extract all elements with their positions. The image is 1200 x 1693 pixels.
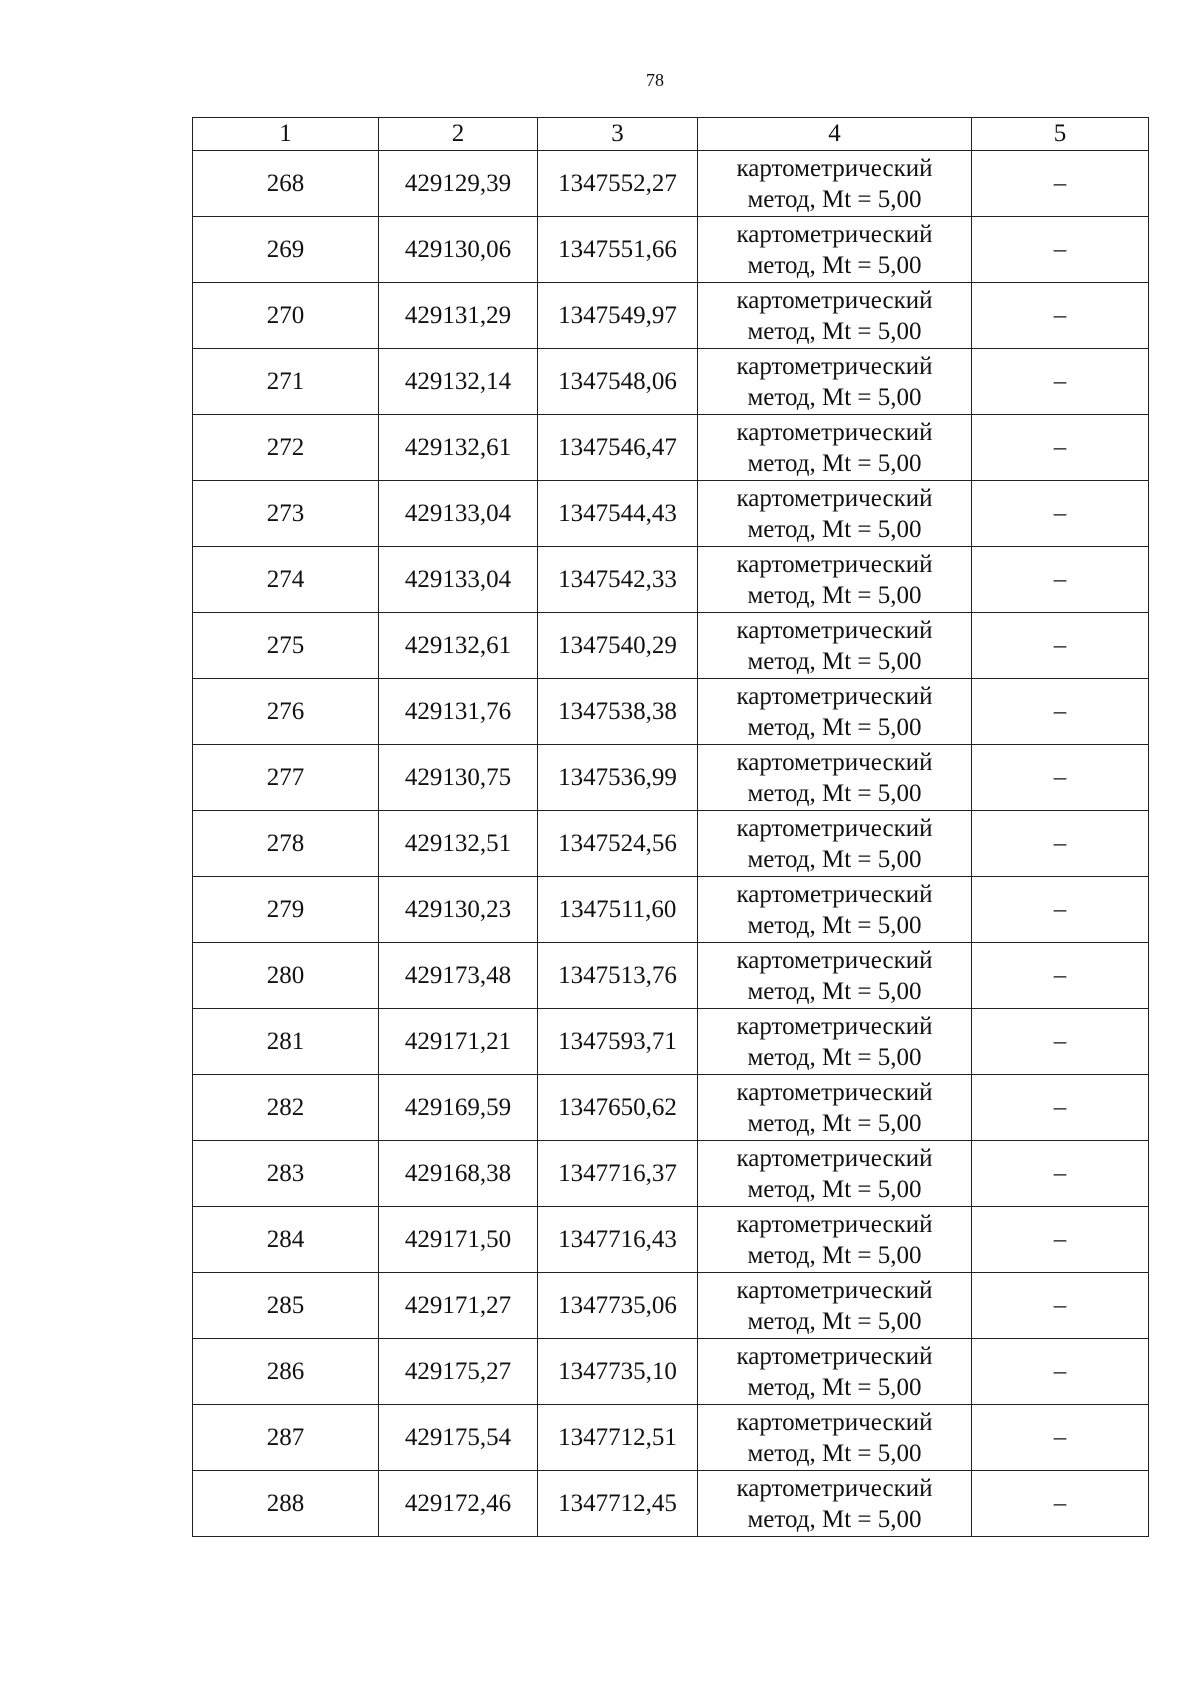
x-coordinate-cell: 429130,06 — [379, 217, 538, 283]
method-line-2: метод, Mt = 5,00 — [747, 1505, 922, 1533]
method-line-2: метод, Mt = 5,00 — [747, 317, 922, 345]
method-line-2: метод, Mt = 5,00 — [747, 1373, 922, 1401]
method-line-2: метод, Mt = 5,00 — [747, 977, 922, 1005]
method-cell — [698, 1273, 972, 1339]
y-coordinate-cell: 1347551,66 — [538, 217, 698, 283]
note-cell: – — [972, 811, 1149, 877]
point-number-cell: 272 — [193, 415, 379, 481]
x-coordinate-cell: 429130,23 — [379, 877, 538, 943]
table-row — [193, 283, 1149, 349]
method-line-2: метод, Mt = 5,00 — [747, 1439, 922, 1467]
note-cell: – — [972, 943, 1149, 1009]
y-coordinate-cell: 1347712,51 — [538, 1405, 698, 1471]
table-row — [193, 217, 1149, 283]
y-coordinate-cell: 1347712,45 — [538, 1471, 698, 1537]
method-line-1: картометрический — [736, 748, 933, 776]
method-line-1: картометрический — [736, 484, 933, 512]
method-line-2: метод, Mt = 5,00 — [747, 1241, 922, 1269]
table-row — [193, 877, 1149, 943]
x-coordinate-cell: 429171,27 — [379, 1273, 538, 1339]
x-coordinate-cell: 429168,38 — [379, 1141, 538, 1207]
method-line-1: картометрический — [736, 352, 933, 380]
method-line-2: метод, Mt = 5,00 — [747, 1043, 922, 1071]
method-line-1: картометрический — [736, 880, 933, 908]
method-line-1: картометрический — [736, 1144, 933, 1172]
method-cell — [698, 1075, 972, 1141]
table-row — [193, 415, 1149, 481]
note-cell: – — [972, 1009, 1149, 1075]
y-coordinate-cell: 1347511,60 — [538, 877, 698, 943]
table-row — [193, 679, 1149, 745]
method-cell — [698, 877, 972, 943]
method-line-1: картометрический — [736, 418, 933, 446]
method-line-2: метод, Mt = 5,00 — [747, 251, 922, 279]
method-line-1: картометрический — [736, 1078, 933, 1106]
table-row — [193, 613, 1149, 679]
x-coordinate-cell: 429129,39 — [379, 151, 538, 217]
table-row — [193, 1207, 1149, 1273]
y-coordinate-cell: 1347735,06 — [538, 1273, 698, 1339]
y-coordinate-cell: 1347546,47 — [538, 415, 698, 481]
table-row — [193, 1339, 1149, 1405]
note-cell: – — [972, 613, 1149, 679]
point-number-cell: 280 — [193, 943, 379, 1009]
note-cell: – — [972, 415, 1149, 481]
note-cell: – — [972, 1207, 1149, 1273]
point-number-cell: 275 — [193, 613, 379, 679]
x-coordinate-cell: 429133,04 — [379, 547, 538, 613]
method-cell — [698, 151, 972, 217]
table-row — [193, 349, 1149, 415]
x-coordinate-cell: 429131,29 — [379, 283, 538, 349]
y-coordinate-cell: 1347650,62 — [538, 1075, 698, 1141]
point-number-cell: 268 — [193, 151, 379, 217]
table-row — [193, 1405, 1149, 1471]
note-cell: – — [972, 1471, 1149, 1537]
method-cell — [698, 1405, 972, 1471]
method-line-2: метод, Mt = 5,00 — [747, 581, 922, 609]
method-line-1: картометрический — [736, 946, 933, 974]
method-line-1: картометрический — [736, 1342, 933, 1370]
method-cell — [698, 415, 972, 481]
note-cell: – — [972, 151, 1149, 217]
method-line-2: метод, Mt = 5,00 — [747, 383, 922, 411]
y-coordinate-cell: 1347549,97 — [538, 283, 698, 349]
column-header: 2 — [379, 118, 538, 151]
y-coordinate-cell: 1347716,43 — [538, 1207, 698, 1273]
method-cell — [698, 1471, 972, 1537]
note-cell: – — [972, 679, 1149, 745]
column-header: 5 — [972, 118, 1149, 151]
point-number-cell: 279 — [193, 877, 379, 943]
table-row — [193, 1273, 1149, 1339]
y-coordinate-cell: 1347540,29 — [538, 613, 698, 679]
point-number-cell: 287 — [193, 1405, 379, 1471]
x-coordinate-cell: 429175,54 — [379, 1405, 538, 1471]
method-cell — [698, 481, 972, 547]
x-coordinate-cell: 429171,50 — [379, 1207, 538, 1273]
column-header: 1 — [193, 118, 379, 151]
y-coordinate-cell: 1347735,10 — [538, 1339, 698, 1405]
method-line-2: метод, Mt = 5,00 — [747, 647, 922, 675]
point-number-cell: 284 — [193, 1207, 379, 1273]
table-row — [193, 151, 1149, 217]
method-line-2: метод, Mt = 5,00 — [747, 185, 922, 213]
method-line-2: метод, Mt = 5,00 — [747, 449, 922, 477]
x-coordinate-cell: 429132,61 — [379, 613, 538, 679]
note-cell: – — [972, 1075, 1149, 1141]
x-coordinate-cell: 429175,27 — [379, 1339, 538, 1405]
table-row — [193, 1075, 1149, 1141]
table-row — [193, 547, 1149, 613]
point-number-cell: 273 — [193, 481, 379, 547]
table-row — [193, 745, 1149, 811]
x-coordinate-cell: 429132,14 — [379, 349, 538, 415]
coordinates-table — [192, 117, 1149, 1537]
point-number-cell: 271 — [193, 349, 379, 415]
column-header: 3 — [538, 118, 698, 151]
y-coordinate-cell: 1347593,71 — [538, 1009, 698, 1075]
y-coordinate-cell: 1347524,56 — [538, 811, 698, 877]
method-line-2: метод, Mt = 5,00 — [747, 1175, 922, 1203]
y-coordinate-cell: 1347536,99 — [538, 745, 698, 811]
method-cell — [698, 1009, 972, 1075]
method-line-1: картометрический — [736, 1210, 933, 1238]
table-row — [193, 943, 1149, 1009]
method-line-2: метод, Mt = 5,00 — [747, 1307, 922, 1335]
point-number-cell: 286 — [193, 1339, 379, 1405]
note-cell: – — [972, 217, 1149, 283]
method-line-1: картометрический — [736, 286, 933, 314]
method-line-1: картометрический — [736, 1474, 933, 1502]
point-number-cell: 276 — [193, 679, 379, 745]
method-cell — [698, 811, 972, 877]
note-cell: – — [972, 1339, 1149, 1405]
note-cell: – — [972, 745, 1149, 811]
note-cell: – — [972, 1405, 1149, 1471]
method-cell — [698, 283, 972, 349]
table-row — [193, 1141, 1149, 1207]
point-number-cell: 281 — [193, 1009, 379, 1075]
x-coordinate-cell: 429132,51 — [379, 811, 538, 877]
method-line-2: метод, Mt = 5,00 — [747, 515, 922, 543]
method-cell — [698, 679, 972, 745]
method-line-2: метод, Mt = 5,00 — [747, 911, 922, 939]
table-row — [193, 1471, 1149, 1537]
method-cell — [698, 1339, 972, 1405]
point-number-cell: 285 — [193, 1273, 379, 1339]
point-number-cell: 288 — [193, 1471, 379, 1537]
x-coordinate-cell: 429172,46 — [379, 1471, 538, 1537]
method-cell — [698, 349, 972, 415]
y-coordinate-cell: 1347542,33 — [538, 547, 698, 613]
note-cell: – — [972, 547, 1149, 613]
table-row — [193, 481, 1149, 547]
method-line-1: картометрический — [736, 1012, 933, 1040]
method-line-1: картометрический — [736, 616, 933, 644]
method-cell — [698, 217, 972, 283]
column-header: 4 — [698, 118, 972, 151]
method-line-1: картометрический — [736, 1408, 933, 1436]
note-cell: – — [972, 1141, 1149, 1207]
x-coordinate-cell: 429131,76 — [379, 679, 538, 745]
point-number-cell: 274 — [193, 547, 379, 613]
x-coordinate-cell: 429130,75 — [379, 745, 538, 811]
note-cell: – — [972, 1273, 1149, 1339]
y-coordinate-cell: 1347548,06 — [538, 349, 698, 415]
method-line-2: метод, Mt = 5,00 — [747, 779, 922, 807]
y-coordinate-cell: 1347544,43 — [538, 481, 698, 547]
method-cell — [698, 1141, 972, 1207]
x-coordinate-cell: 429173,48 — [379, 943, 538, 1009]
table-header-row — [193, 118, 1149, 151]
method-cell — [698, 613, 972, 679]
method-line-2: метод, Mt = 5,00 — [747, 713, 922, 741]
note-cell: – — [972, 877, 1149, 943]
method-line-1: картометрический — [736, 682, 933, 710]
method-cell — [698, 943, 972, 1009]
method-cell — [698, 1207, 972, 1273]
point-number-cell: 278 — [193, 811, 379, 877]
method-line-1: картометрический — [736, 814, 933, 842]
y-coordinate-cell: 1347716,37 — [538, 1141, 698, 1207]
point-number-cell: 283 — [193, 1141, 379, 1207]
y-coordinate-cell: 1347513,76 — [538, 943, 698, 1009]
method-line-2: метод, Mt = 5,00 — [747, 845, 922, 873]
point-number-cell: 269 — [193, 217, 379, 283]
note-cell: – — [972, 349, 1149, 415]
table-row — [193, 1009, 1149, 1075]
note-cell: – — [972, 283, 1149, 349]
method-line-2: метод, Mt = 5,00 — [747, 1109, 922, 1137]
x-coordinate-cell: 429171,21 — [379, 1009, 538, 1075]
x-coordinate-cell: 429132,61 — [379, 415, 538, 481]
method-cell — [698, 547, 972, 613]
x-coordinate-cell: 429169,59 — [379, 1075, 538, 1141]
x-coordinate-cell: 429133,04 — [379, 481, 538, 547]
method-line-1: картометрический — [736, 154, 933, 182]
y-coordinate-cell: 1347552,27 — [538, 151, 698, 217]
method-cell — [698, 745, 972, 811]
y-coordinate-cell: 1347538,38 — [538, 679, 698, 745]
point-number-cell: 282 — [193, 1075, 379, 1141]
point-number-cell: 270 — [193, 283, 379, 349]
point-number-cell: 277 — [193, 745, 379, 811]
page-number: 78 — [646, 70, 664, 90]
method-line-1: картометрический — [736, 550, 933, 578]
table-row — [193, 811, 1149, 877]
method-line-1: картометрический — [736, 220, 933, 248]
note-cell: – — [972, 481, 1149, 547]
method-line-1: картометрический — [736, 1276, 933, 1304]
